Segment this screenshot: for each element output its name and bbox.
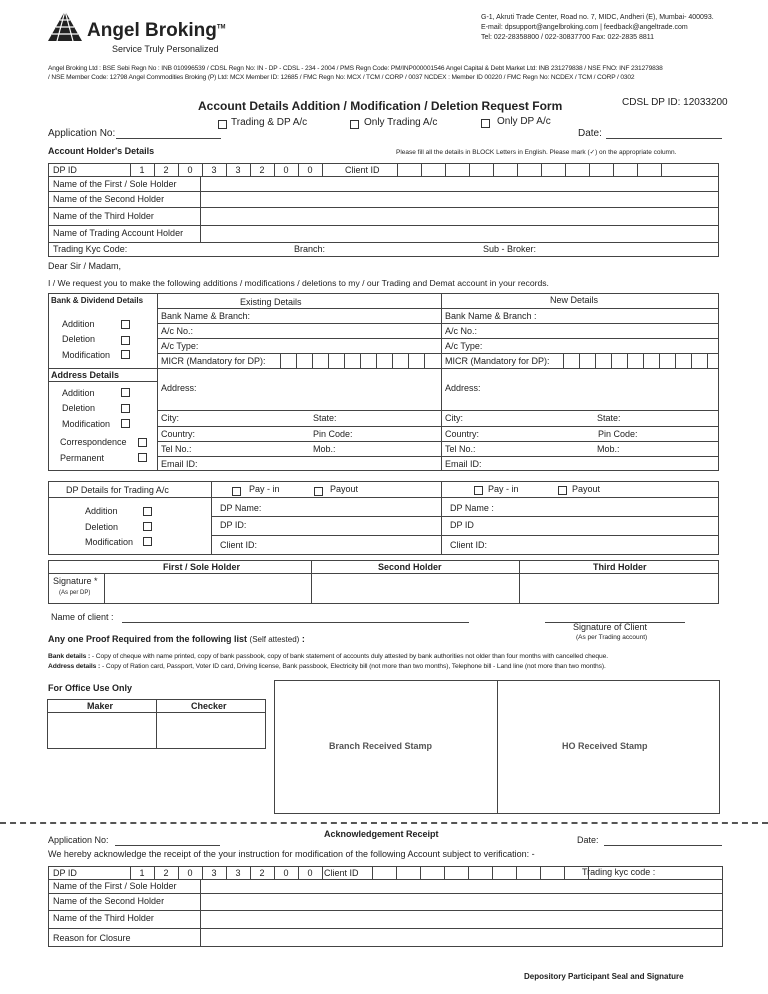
holder-client-id-cell[interactable] — [421, 163, 422, 176]
dp-id-label: DP ID — [53, 165, 77, 175]
address-addition-checkbox[interactable] — [121, 388, 130, 397]
trading-dp-label: Trading & DP A/c — [231, 117, 308, 128]
dp-modification-label: Modification — [85, 537, 134, 547]
account-holder-heading: Account Holder's Details — [48, 146, 155, 156]
payout-new-label: Payout — [572, 484, 601, 494]
dp-id-new: DP ID — [450, 520, 474, 530]
holder-client-id-cell[interactable] — [517, 163, 518, 176]
city-existing: City: — [161, 413, 179, 423]
dp-name-existing: DP Name: — [220, 503, 262, 513]
signature-sub: (As per DP) — [59, 590, 91, 596]
client-id-new: Client ID: — [450, 540, 488, 550]
first-holder-label: Name of the First / Sole Holder — [53, 179, 177, 189]
payout-new-checkbox[interactable] — [558, 486, 567, 495]
micr-digit-cell[interactable] — [360, 354, 361, 368]
maker-heading: Maker — [87, 701, 114, 711]
proof-heading: Any one Proof Required from the following list (Self attested) : — [48, 634, 305, 644]
only-dp-label: Only DP A/c — [497, 116, 551, 127]
micr-digit-cell[interactable] — [392, 354, 393, 368]
checker-heading: Checker — [191, 701, 227, 711]
fill-instruction: Please fill all the details in BLOCK Letters in English. Please mark (✓) on the appropriate column. — [396, 149, 677, 156]
payin-new-label: Pay - in — [488, 484, 519, 494]
country-new: Country: — [445, 429, 480, 439]
address-modification-label: Modification — [62, 419, 111, 429]
holder-client-id-cell[interactable] — [613, 163, 614, 176]
holder-client-id-cell[interactable] — [541, 163, 542, 176]
name-of-client-label: Name of client : — [51, 612, 114, 622]
sub-broker-label: Sub - Broker: — [483, 244, 537, 254]
application-no-label: Application No: — [48, 128, 116, 139]
seal-signature-label: Depository Participant Seal and Signature — [524, 972, 684, 981]
dp-addition-checkbox[interactable] — [143, 507, 152, 516]
only-dp-checkbox[interactable] — [481, 119, 490, 128]
payin-existing-checkbox[interactable] — [232, 487, 241, 496]
ho-stamp-label: HO Received Stamp — [562, 741, 648, 751]
holder-client-id-cell[interactable] — [445, 163, 446, 176]
trading-holder-label: Name of Trading Account Holder — [53, 228, 184, 238]
ack-client-id-cell[interactable] — [468, 866, 469, 879]
dp-modification-checkbox[interactable] — [143, 537, 152, 546]
signature-of-client: Signature of Client — [573, 622, 648, 632]
ack-dp-id-label: DP ID — [53, 868, 77, 878]
mob-existing: Mob.: — [313, 444, 336, 454]
cdsl-dp-id: CDSL DP ID: 12033200 — [622, 97, 728, 108]
ack-reason-label: Reason for Closure — [53, 933, 131, 943]
ac-no-existing: A/c No.: — [161, 326, 194, 336]
dp-deletion-label: Deletion — [85, 522, 119, 532]
holder-client-id-cell[interactable] — [565, 163, 566, 176]
tear-line — [0, 822, 768, 824]
tagline: Service Truly Personalized — [112, 44, 219, 54]
dp-id-existing: DP ID: — [220, 520, 247, 530]
holder-dp-digit: 0 — [307, 165, 313, 175]
trading-kyc-label: Trading Kyc Code: — [53, 244, 128, 254]
city-new: City: — [445, 413, 463, 423]
micr-digit-cell[interactable] — [408, 354, 409, 368]
second-holder-heading: Second Holder — [378, 562, 442, 572]
first-holder-heading: First / Sole Holder — [163, 562, 241, 572]
ac-type-existing: A/c Type: — [161, 341, 199, 351]
holder-client-id-cell[interactable] — [397, 163, 398, 176]
state-new: State: — [597, 413, 621, 423]
micr-digit-cell[interactable] — [611, 354, 612, 368]
only-trading-label: Only Trading A/c — [364, 117, 438, 128]
bank-name-new: Bank Name & Branch : — [445, 311, 537, 321]
ack-dp-digit: 0 — [187, 868, 193, 878]
mob-new: Mob.: — [597, 444, 620, 454]
tel-new: Tel No.: — [445, 444, 476, 454]
application-no-field[interactable] — [116, 138, 221, 139]
office-use-heading: For Office Use Only — [48, 683, 133, 693]
ac-no-new: A/c No.: — [445, 326, 478, 336]
name-of-client-field[interactable] — [122, 622, 469, 623]
holder-client-id-cell[interactable] — [493, 163, 494, 176]
new-details-heading: New Details — [550, 295, 599, 305]
micr-digit-cell[interactable] — [659, 354, 660, 368]
micr-digit-cell[interactable] — [328, 354, 329, 368]
branch-label: Branch: — [294, 244, 326, 254]
ack-dp-digit: 2 — [163, 868, 169, 878]
ack-second-holder-label: Name of the Second Holder — [53, 896, 165, 906]
ack-dp-digit: 3 — [235, 868, 241, 878]
micr-digit-cell[interactable] — [344, 354, 345, 368]
permanent-checkbox[interactable] — [138, 453, 147, 462]
micr-digit-cell[interactable] — [627, 354, 628, 368]
pin-existing: Pin Code: — [313, 429, 353, 439]
holder-client-id-cell[interactable] — [661, 163, 662, 176]
ack-date-field[interactable] — [604, 845, 722, 846]
ack-client-id-cell[interactable] — [372, 866, 373, 879]
tel-existing: Tel No.: — [161, 444, 192, 454]
ack-text: We hereby acknowledge the receipt of the your instruction for modification of the following Account subject to verification: - — [48, 849, 535, 859]
signature-label: Signature * — [53, 576, 98, 586]
ack-dp-digit: 0 — [307, 868, 313, 878]
company-address: G-1, Akruti Trade Center, Road no. 7, MIDC, Andheri (E), Mumbai- 400093. E-mail: dpsupport@angelbroking.com | feedback@angeltrade.com Tel: 022-28358800 / 022-30837700 Fax: 022-2835 8811 — [481, 14, 714, 41]
angel-logo-icon — [47, 10, 83, 42]
holder-client-id-cell[interactable] — [469, 163, 470, 176]
holder-dp-digit: 0 — [187, 165, 193, 175]
bank-heading: Bank & Dividend Details — [51, 296, 144, 305]
micr-digit-cell[interactable] — [296, 354, 297, 368]
date-label: Date: — [578, 128, 602, 139]
dp-details-heading: DP Details for Trading A/c — [66, 485, 169, 495]
signature-of-client-sub: (As per Trading account) — [576, 634, 648, 641]
request-text: I / We request you to make the following additions / modifications / deletions to my / our Trading and Demat account in your records. — [48, 278, 549, 288]
micr-digit-cell[interactable] — [707, 354, 708, 368]
bank-proof-text: Bank details : - Copy of cheque with name printed, copy of bank passbook, copy of bank statement of accounts duly attested by bank authorities not older than four months with cancelled cheque. — [48, 653, 608, 660]
payout-existing-label: Payout — [330, 484, 359, 494]
micr-digit-cell[interactable] — [675, 354, 676, 368]
brand-name: Angel Broking™ — [87, 20, 226, 41]
bank-modification-label: Modification — [62, 350, 111, 360]
date-field[interactable] — [606, 138, 722, 139]
address-modification-checkbox[interactable] — [121, 419, 130, 428]
email-new: Email ID: — [445, 459, 482, 469]
existing-details-heading: Existing Details — [240, 297, 302, 307]
ack-trading-kyc-label: Trading kyc code : — [582, 867, 656, 877]
micr-digit-cell[interactable] — [691, 354, 692, 368]
ack-dp-digit: 1 — [139, 868, 145, 878]
second-holder-label: Name of the Second Holder — [53, 194, 165, 204]
payin-new-checkbox[interactable] — [474, 486, 483, 495]
email-existing: Email ID: — [161, 459, 198, 469]
address-heading: Address Details — [51, 370, 120, 380]
ack-client-id-cell[interactable] — [516, 866, 517, 879]
ack-dp-digit: 3 — [211, 868, 217, 878]
bank-addition-label: Addition — [62, 319, 95, 329]
ack-date-label: Date: — [577, 835, 599, 845]
ack-application-no-field[interactable] — [115, 845, 220, 846]
permanent-label: Permanent — [60, 453, 105, 463]
pin-new: Pin Code: — [598, 429, 638, 439]
dp-addition-label: Addition — [85, 506, 118, 516]
client-id-label: Client ID — [345, 165, 380, 175]
address-new: Address: — [445, 383, 481, 393]
holder-dp-digit: 2 — [163, 165, 169, 175]
holder-client-id-cell[interactable] — [589, 163, 590, 176]
ack-client-id-cell[interactable] — [564, 866, 565, 879]
correspondence-checkbox[interactable] — [138, 438, 147, 447]
ack-dp-digit: 0 — [283, 868, 289, 878]
bank-addition-checkbox[interactable] — [121, 320, 130, 329]
salutation: Dear Sir / Madam, — [48, 261, 122, 271]
ack-client-id-cell[interactable] — [492, 866, 493, 879]
micr-digit-cell[interactable] — [424, 354, 425, 368]
micr-new: MICR (Mandatory for DP): — [445, 356, 550, 366]
bank-deletion-label: Deletion — [62, 334, 96, 344]
ack-application-no-label: Application No: — [48, 835, 109, 845]
ack-client-id-cell[interactable] — [444, 866, 445, 879]
holder-dp-digit: 0 — [283, 165, 289, 175]
trading-dp-checkbox[interactable] — [218, 120, 227, 129]
holder-dp-digit: 3 — [211, 165, 217, 175]
registration-info: Angel Broking Ltd : BSE Sebi Regn No : INB 010996539 / CDSL Regn No: IN - DP - CDSL - 234 - 2004 / PMS Regn Code: PM/INP000001546 Angel Capital & Debt Market Ltd: INB 231279838 / NSE FNO: INF 231279838 / NSE Member Code: 12798 Angel Commodities Broking (P) Ltd: MCX Member ID: 12685 / FMC Regn No: MCX / TCM / CORP / 0037 NCDEX : Member ID 00220 / FMC Regn No: NCDEX / TCM / CORP / 0302 — [48, 65, 663, 81]
bank-modification-checkbox[interactable] — [121, 350, 130, 359]
ack-client-id-cell[interactable] — [420, 866, 421, 879]
branch-stamp-label: Branch Received Stamp — [329, 741, 433, 751]
country-existing: Country: — [161, 429, 196, 439]
dp-deletion-checkbox[interactable] — [143, 522, 152, 531]
third-holder-label: Name of the Third Holder — [53, 211, 154, 221]
holder-dp-digit: 3 — [235, 165, 241, 175]
dp-name-new: DP Name : — [450, 503, 494, 513]
micr-existing: MICR (Mandatory for DP): — [161, 356, 266, 366]
micr-digit-cell[interactable] — [595, 354, 596, 368]
ac-type-new: A/c Type: — [445, 341, 483, 351]
micr-digit-cell[interactable] — [563, 354, 564, 368]
micr-digit-cell[interactable] — [376, 354, 377, 368]
ack-client-id-label: Client ID — [324, 868, 359, 878]
holder-dp-digit: 1 — [139, 165, 145, 175]
address-proof-text: Address details : - Copy of Ration card, Passport, Voter ID card, Driving license, Bank passbook, Electricity bill (not more than two months), Telephone bill - Land line (not more than two months). — [48, 663, 606, 670]
ack-client-id-cell[interactable] — [540, 866, 541, 879]
bank-name-existing: Bank Name & Branch: — [161, 311, 251, 321]
ack-first-holder-label: Name of the First / Sole Holder — [53, 881, 177, 891]
state-existing: State: — [313, 413, 337, 423]
micr-digit-cell[interactable] — [312, 354, 313, 368]
holder-client-id-cell[interactable] — [637, 163, 638, 176]
ack-client-id-cell[interactable] — [396, 866, 397, 879]
ack-title: Acknowledgement Receipt — [324, 829, 439, 839]
correspondence-label: Correspondence — [60, 437, 127, 447]
address-addition-label: Addition — [62, 388, 95, 398]
micr-digit-cell[interactable] — [579, 354, 580, 368]
holder-dp-digit: 2 — [259, 165, 265, 175]
payin-existing-label: Pay - in — [249, 484, 280, 494]
micr-digit-cell[interactable] — [643, 354, 644, 368]
ack-third-holder-label: Name of the Third Holder — [53, 913, 154, 923]
address-existing: Address: — [161, 383, 197, 393]
third-holder-heading: Third Holder — [593, 562, 647, 572]
micr-digit-cell[interactable] — [280, 354, 281, 368]
ack-dp-digit: 2 — [259, 868, 265, 878]
client-id-existing: Client ID: — [220, 540, 258, 550]
payout-existing-checkbox[interactable] — [314, 487, 323, 496]
form-title: Account Details Addition / Modification / Deletion Request Form — [198, 99, 563, 113]
only-trading-checkbox[interactable] — [350, 120, 359, 129]
bank-deletion-checkbox[interactable] — [121, 336, 130, 345]
address-deletion-checkbox[interactable] — [121, 404, 130, 413]
address-deletion-label: Deletion — [62, 403, 96, 413]
